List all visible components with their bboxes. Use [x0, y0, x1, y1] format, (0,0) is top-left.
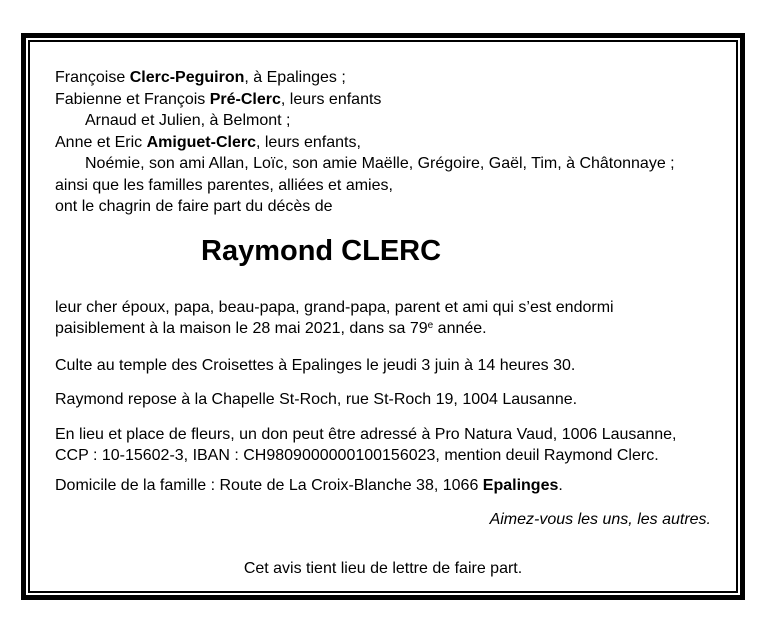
memorial-quote: Aimez-vous les uns, les autres. — [489, 511, 711, 528]
family-line-text: , leurs enfants, — [255, 133, 361, 151]
family-line — [55, 89, 711, 111]
repose-paragraph — [55, 389, 711, 411]
domicile-text: Domicile de la famille : Route de La Croix-Blanche 38, 1066 — [55, 476, 483, 494]
domicile-city: Epalinges — [482, 476, 559, 494]
donation-line: CCP : 10-15602-3, IBAN : CH9809000000100156023, mention deuil Raymond Clerc. — [55, 447, 659, 464]
family-line-text: , à Epalinges ; — [244, 69, 346, 86]
family-line — [55, 175, 711, 197]
family-line-text: Anne et Eric — [55, 133, 147, 151]
eulogy-paragraph — [55, 297, 711, 342]
family-line-text: Noémie, son ami Allan, Loïc, son amie Maëlle, Grégoire, Gaël, Tim, à Châtonnaye ; — [85, 155, 675, 172]
family-line-text: ont le chagrin de faire part du décès de — [55, 198, 333, 215]
family-name: Clerc-Peguiron — [129, 69, 245, 86]
donation-paragraph — [55, 424, 711, 467]
family-line-text: , leurs enfants — [280, 90, 382, 108]
service-line: Culte au temple des Croisettes à Epalinges le jeudi 3 juin à 14 heures 30. — [55, 356, 576, 374]
family-line — [55, 67, 711, 89]
footer-notice: Cet avis tient lieu de lettre de faire part. — [243, 559, 523, 577]
domicile-text: . — [558, 476, 563, 494]
family-line-text: Fabienne et François — [55, 90, 210, 108]
family-line-text: Françoise — [55, 69, 130, 86]
eulogy-line-text: année. — [433, 320, 487, 337]
repose-line: Raymond repose à la Chapelle St-Roch, rue St-Roch 19, 1004 Lausanne. — [55, 391, 578, 408]
family-line — [55, 196, 711, 218]
family-intro-block — [55, 67, 711, 218]
domicile-line — [55, 475, 711, 497]
family-line-text: Arnaud et Julien, à Belmont ; — [85, 112, 291, 129]
family-name: Pré-Clerc — [209, 90, 281, 108]
announcement-frame-outer — [21, 33, 745, 600]
deceased-name-title: Raymond CLERC — [201, 234, 442, 267]
announcement-frame-inner — [28, 40, 738, 593]
eulogy-line — [55, 318, 711, 342]
service-paragraph — [55, 355, 711, 377]
domicile-paragraph — [55, 475, 711, 497]
superscript-e: e — [427, 320, 434, 331]
eulogy-line-text: paisiblement à la maison le 28 mai 2021, dans sa 79 — [55, 320, 428, 337]
family-line-children — [55, 110, 711, 132]
family-line-children — [55, 153, 711, 175]
family-line-text: ainsi que les familles parentes, alliées et amies, — [55, 176, 393, 194]
family-name: Amiguet-Clerc — [146, 133, 256, 151]
donation-line: En lieu et place de fleurs, un don peut être adressé à Pro Natura Vaud, 1006 Lausanne, — [55, 425, 677, 443]
family-line — [55, 132, 711, 154]
eulogy-line: leur cher époux, papa, beau-papa, grand-papa, parent et ami qui s’est endormi — [55, 298, 614, 316]
